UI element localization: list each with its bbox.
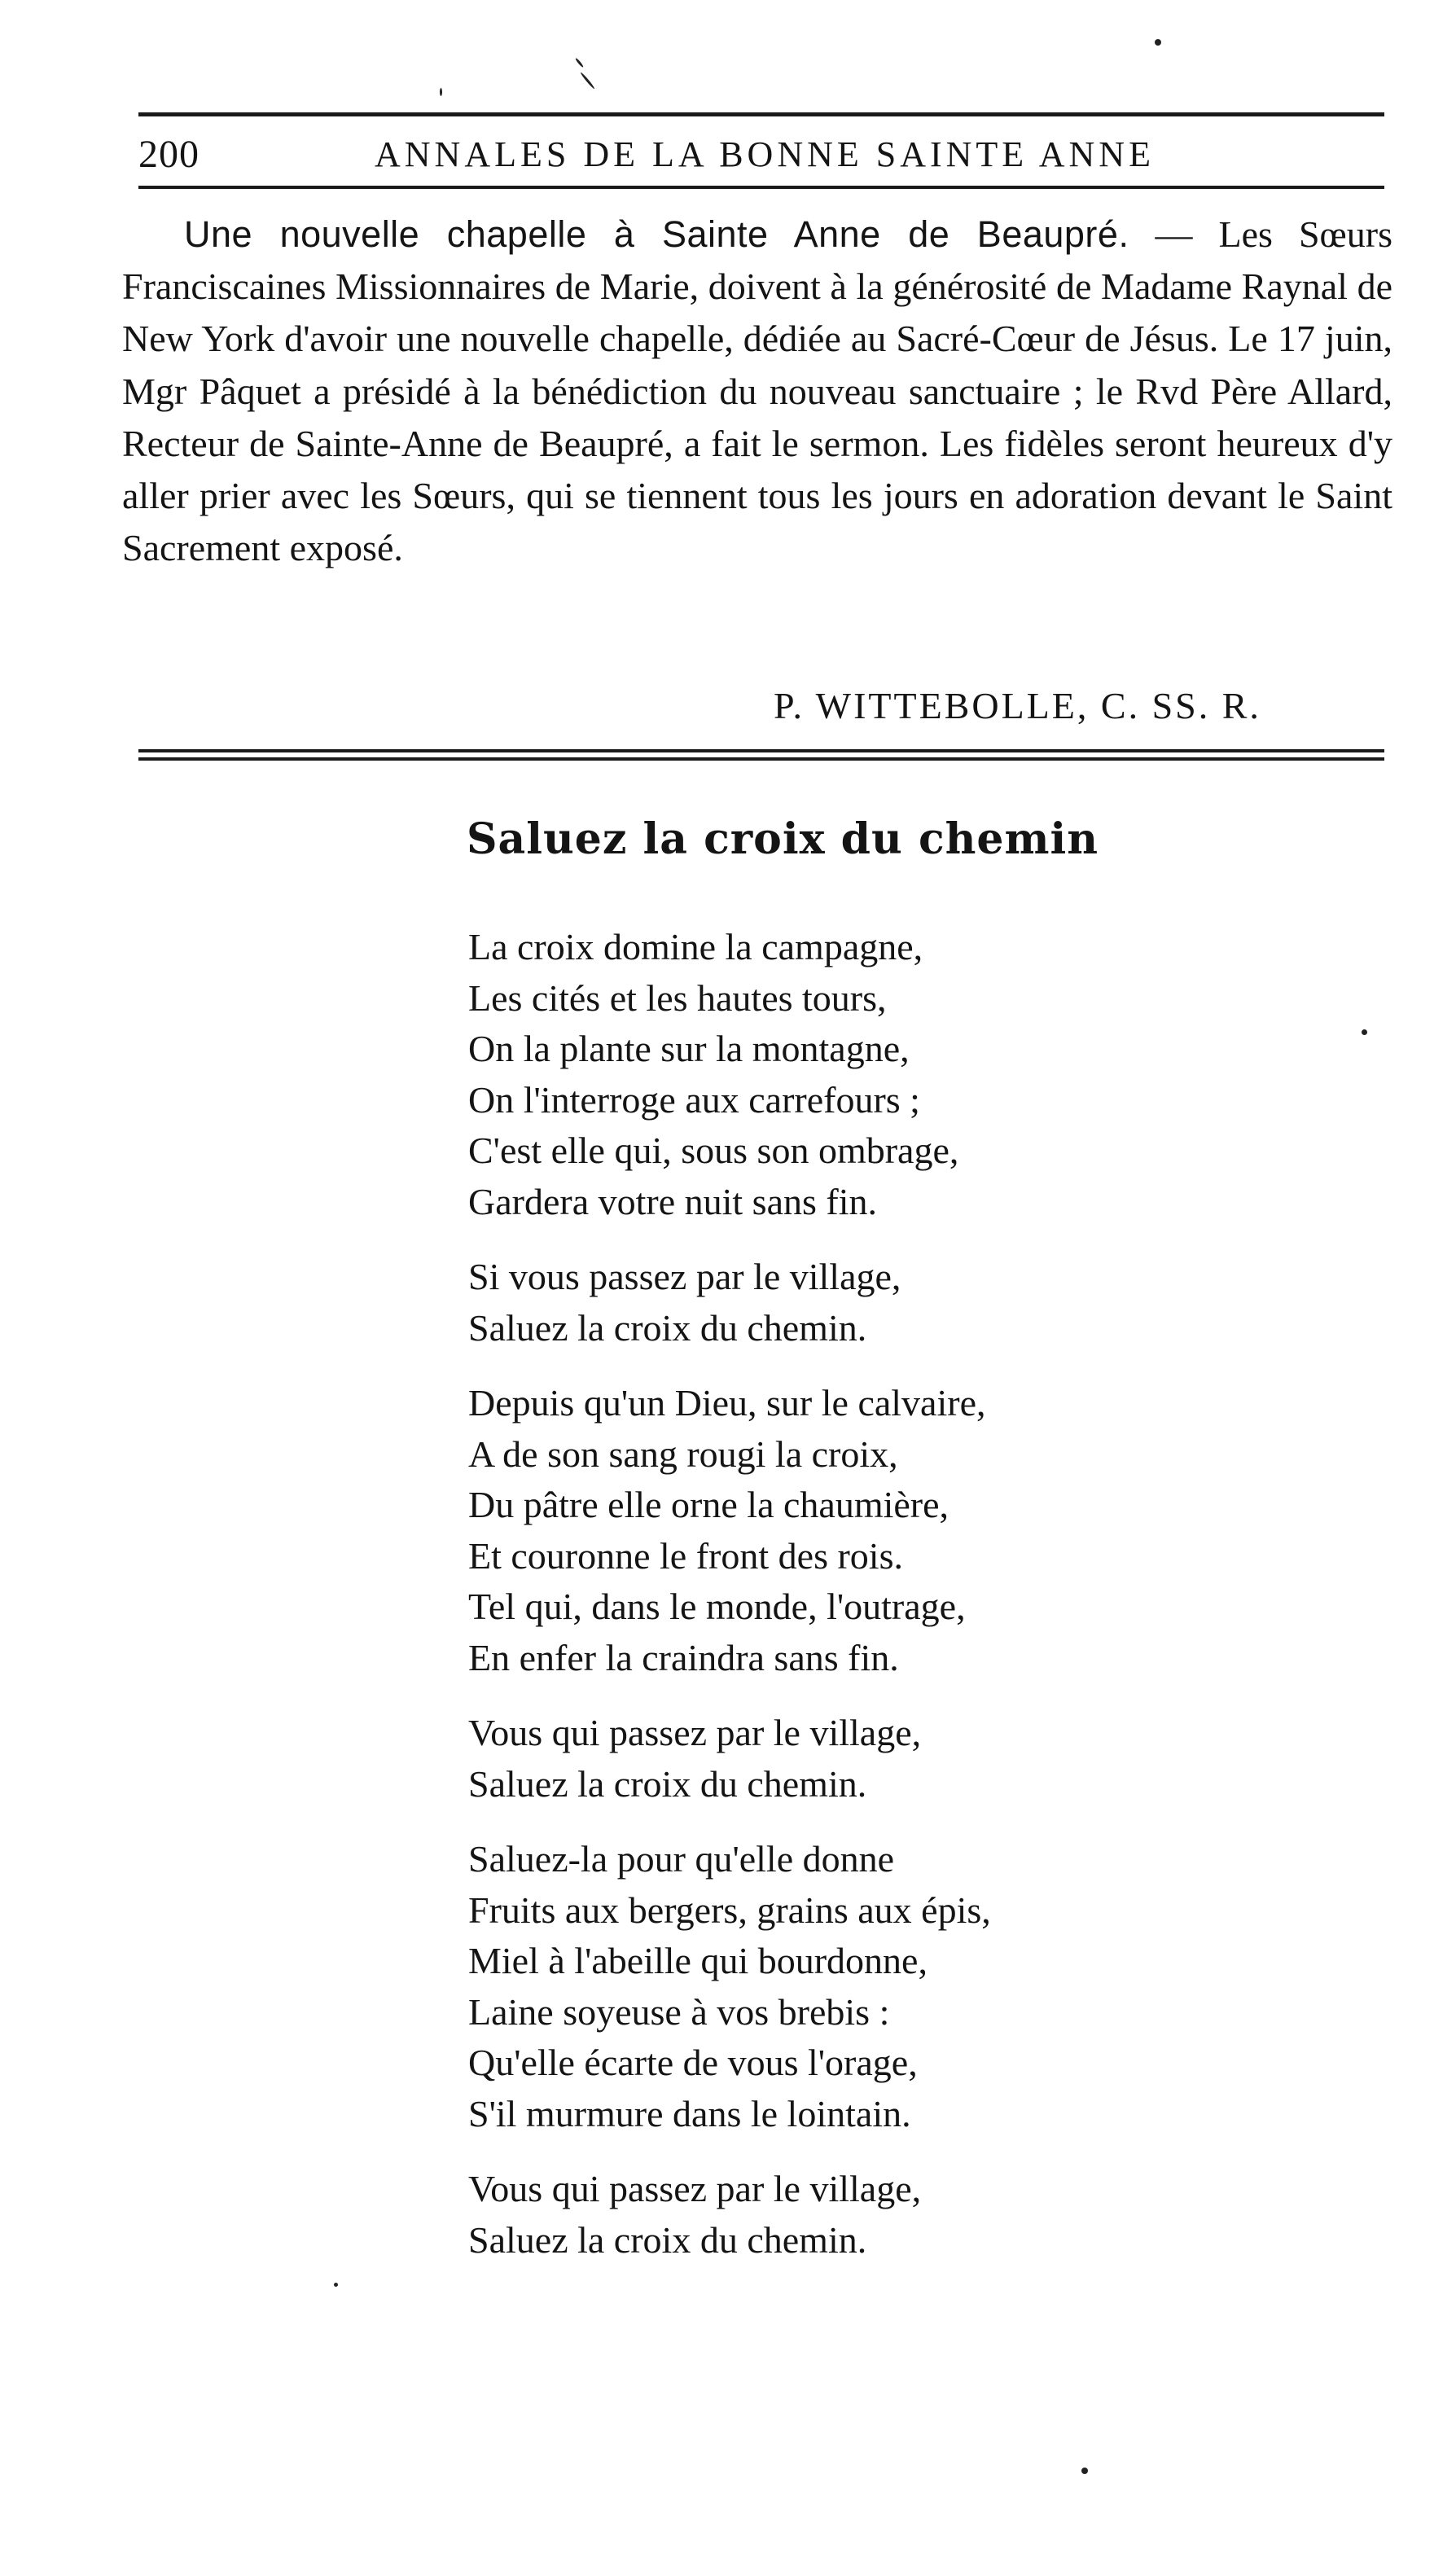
poem xyxy=(468,922,991,2290)
poem-stanza xyxy=(468,1252,991,1353)
poem-line: Les cités et les hautes tours, xyxy=(468,976,887,1019)
poem-line: Saluez-la pour qu'elle donne xyxy=(468,1838,895,1880)
poem-stanza xyxy=(468,1378,991,1683)
poem-line: Vous qui passez par le village, xyxy=(468,2168,922,2209)
scan-speck xyxy=(1155,39,1161,46)
poem-line: Laine soyeuse à vos brebis : xyxy=(468,1990,890,2033)
poem-stanza xyxy=(468,1708,991,1810)
poem-line: Tel qui, dans le monde, l'outrage, xyxy=(468,1586,966,1627)
poem-line: Si vous passez par le village, xyxy=(468,1256,901,1297)
article-signature: P. WITTEBOLLE, C. SS. R. xyxy=(774,685,1261,726)
poem-line: Qu'elle écarte de vous l'orage, xyxy=(468,2042,918,2083)
poem-line: En enfer la craindra sans fin. xyxy=(468,1636,899,1678)
poem-line: Vous qui passez par le village, xyxy=(468,1712,922,1753)
poem-line: La croix domine la campagne, xyxy=(468,926,923,967)
poem-line: Saluez la croix du chemin. xyxy=(468,2218,867,2261)
poem-line: Gardera votre nuit sans fin. xyxy=(468,1180,878,1222)
article-body: — Les Sœurs Franciscaines Missionnaires de Marie, doivent à la générosité de Madame Raynal de New York d'avoir une nouvelle chapelle, dédiée au Sacré-Cœur de Jésus. Le 17 juin, Mgr Pâquet a présidé à la bénédiction du nouveau sanctuaire ; le Rvd Père Allard, Recteur de Sainte-Anne de Beaupré, a fait le sermon. Les fidèles seront heureux d'y aller prier avec les Sœurs, qui se tiennent tous les jours en adoration devant le Saint Sacrement exposé. xyxy=(122,213,1392,569)
poem-line: Depuis qu'un Dieu, sur le calvaire, xyxy=(468,1382,986,1424)
poem-line: A de son sang rougi la croix, xyxy=(468,1432,898,1475)
poem-line: Miel à l'abeille qui bourdonne, xyxy=(468,1940,928,1981)
article-paragraph xyxy=(122,208,1392,574)
news-article xyxy=(122,208,1392,574)
section-divider xyxy=(138,749,1384,752)
poem-stanza xyxy=(468,2164,991,2266)
poem-line: S'il murmure dans le lointain. xyxy=(468,2092,911,2134)
poem-line: On l'interroge aux carrefours ; xyxy=(468,1078,920,1121)
poem-line: Et couronne le front des rois. xyxy=(468,1534,903,1577)
poem-line: Fruits aux bergers, grains aux épis, xyxy=(468,1889,991,1931)
poem-title: Saluez la croix du chemin xyxy=(467,814,1099,864)
poem-line: C'est elle qui, sous son ombrage, xyxy=(468,1130,959,1171)
poem-line: On la plante sur la montagne, xyxy=(468,1028,910,1069)
header-rule-top xyxy=(138,112,1384,116)
scan-speck xyxy=(440,88,442,96)
scan-speck xyxy=(1362,1029,1367,1035)
section-divider xyxy=(138,757,1384,761)
header-rule-bottom xyxy=(138,186,1384,189)
running-title: ANNALES DE LA BONNE SAINTE ANNE xyxy=(375,134,1155,174)
poem-stanza xyxy=(468,1834,991,2139)
scan-speck xyxy=(334,2283,338,2287)
scan-speck xyxy=(580,72,595,90)
scan-speck xyxy=(1081,2468,1088,2474)
page-number: 200 xyxy=(138,133,200,176)
article-lead: Une nouvelle chapelle à Sainte Anne de Beaupré. xyxy=(184,213,1129,255)
poem-line: Saluez la croix du chemin. xyxy=(468,1306,867,1349)
poem-line: Saluez la croix du chemin. xyxy=(468,1762,867,1805)
poem-stanza xyxy=(468,922,991,1227)
poem-line: Du pâtre elle orne la chaumière, xyxy=(468,1484,949,1525)
page-header xyxy=(138,104,1384,194)
scan-speck xyxy=(575,58,584,68)
